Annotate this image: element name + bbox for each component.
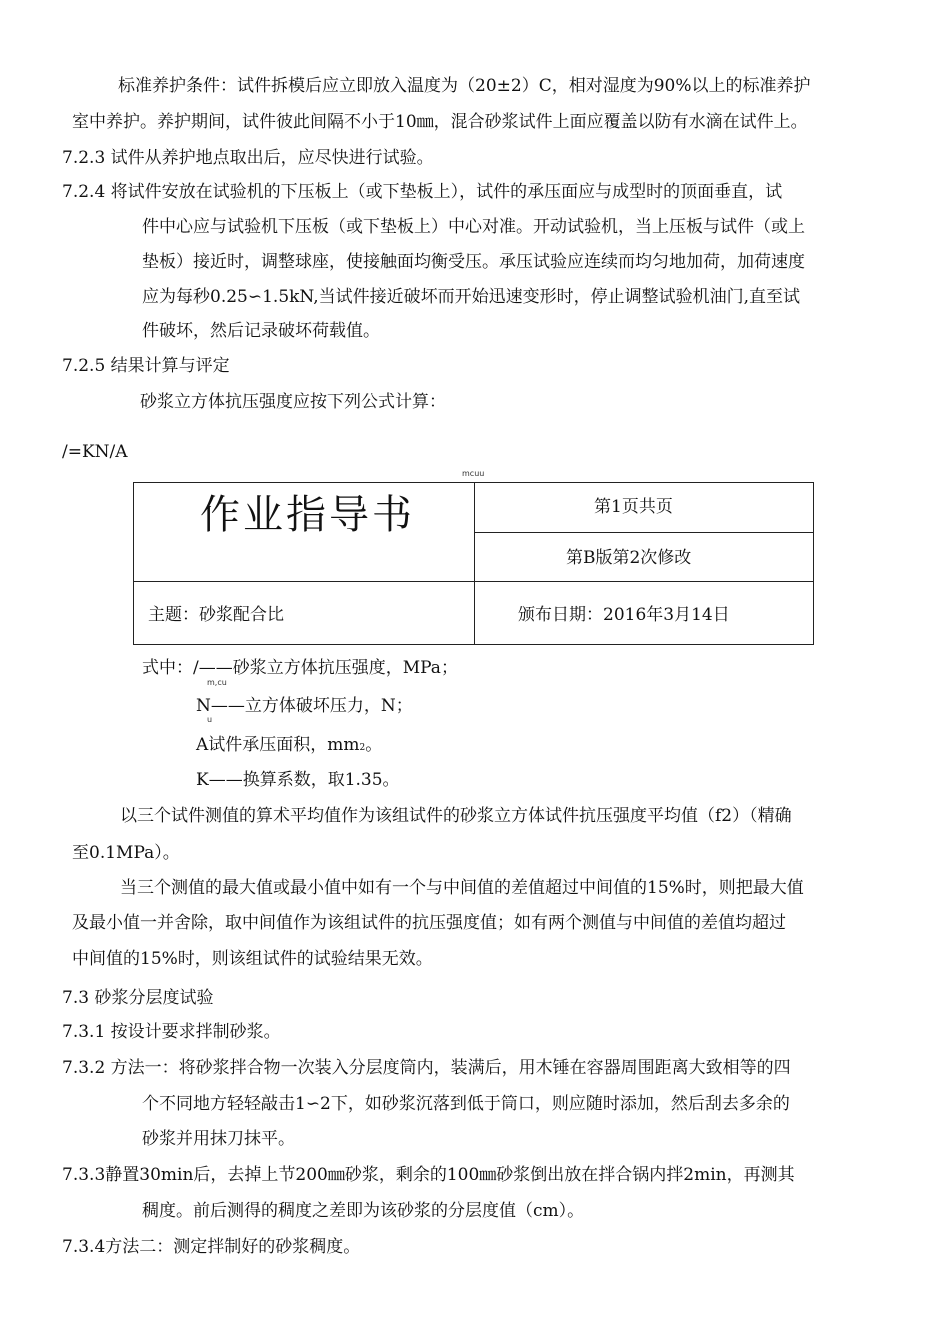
section-7-3-4: 7.3.4方法二：测定拌制好的砂浆稠度。 — [62, 1237, 361, 1257]
strength-formula: /=KN/A — [62, 442, 128, 462]
legend-a-line — [196, 737, 382, 754]
section-7-3-2-line-3: 砂浆并用抹刀抹平。 — [142, 1129, 295, 1149]
section-7-2-4-line-5: 件破坏，然后记录破坏荷载值。 — [142, 321, 380, 341]
table-divider-horizontal — [134, 581, 813, 582]
section-7-3-2-line-2: 个不同地方轻轻敲击1∽2下，如砂浆沉落到低于筒口，则应随时添加，然后刮去多余的 — [142, 1094, 790, 1114]
section-7-2-4-line-3: 垫板）接近时，调整球座，使接触面均衡受压。承压试验应连续而均匀地加荷，加荷速度 — [142, 252, 805, 272]
section-7-2-4-line-4: 应为每秒0.25∽1.5kN,当试件接近破坏而开始迅速变形时，停止调整试验机油门,直至试 — [142, 287, 801, 307]
average-para-line-2: 至0.1MPa）。 — [72, 843, 180, 863]
section-7-3-3-line-1: 7.3.3静置30min后，去掉上节200㎜砂浆，剩余的100㎜砂浆倒出放在拌合锅内拌2min，再测其 — [62, 1165, 795, 1185]
curing-condition-line-2: 室中养护。养护期间，试件彼此间隔不小于10㎜，混合砂浆试件上面应覆盖以防有水滴在试件上。 — [72, 112, 808, 132]
section-7-2-4-line-1: 7.2.4 将试件安放在试验机的下压板上（或下垫板上），试件的承压面应与成型时的顶面垂直，试 — [62, 182, 783, 202]
section-7-3-3-line-2: 稠度。前后测得的稠度之差即为该砂浆的分层度值（cm）。 — [142, 1201, 585, 1221]
formula-intro: 砂浆立方体抗压强度应按下列公式计算： — [140, 392, 446, 412]
section-7-2-4-line-2: 件中心应与试验机下压板（或下垫板上）中心对准。开动试验机，当上压板与试件（或上 — [142, 217, 805, 237]
table-divider-vertical — [474, 483, 475, 644]
rule-para-line-1: 当三个测值的最大值或最小值中如有一个与中间值的差值超过中间值的15%时，则把最大值 — [120, 878, 804, 898]
legend-a-sup: 2 — [359, 743, 366, 753]
curing-condition-line-1: 标准养护条件：试件拆模后应立即放入温度为（20±2）C，相对湿度为90%以上的标准养护 — [118, 76, 811, 96]
formula-subscript: mcuu — [462, 469, 485, 478]
legend-n-subscript: u — [207, 715, 213, 724]
document-header-table — [133, 482, 814, 645]
legend-n-line: N——立方体破坏压力，N； — [196, 696, 413, 716]
legend-f-line: 式中：/——砂浆立方体抗压强度，MPa； — [142, 658, 458, 678]
document-title: 作业指导书 — [200, 492, 415, 538]
legend-a-main: A试件承压面积，mm — [196, 735, 360, 755]
section-7-3-1: 7.3.1 按设计要求拌制砂浆。 — [62, 1022, 281, 1042]
legend-a-end: 。 — [365, 735, 383, 755]
legend-k-line: K——换算系数，取1.35。 — [196, 770, 400, 790]
page-count: 第1页共页 — [594, 497, 673, 517]
legend-f-subscript: m,cu — [207, 678, 227, 687]
section-7-2-5-heading: 7.2.5 结果计算与评定 — [62, 356, 230, 376]
section-7-3-heading: 7.3 砂浆分层度试验 — [62, 988, 214, 1008]
issue-date: 颁布日期：2016年3月14日 — [518, 605, 730, 625]
average-para-line-1: 以三个试件测值的算术平均值作为该组试件的砂浆立方体试件抗压强度平均值（f2）（精确 — [120, 806, 792, 826]
rule-para-line-3: 中间值的15%时，则该组试件的试验结果无效。 — [72, 949, 433, 969]
document-subject: 主题：砂浆配合比 — [148, 605, 284, 625]
table-divider-right-top — [474, 532, 813, 533]
section-7-3-2-line-1: 7.3.2 方法一：将砂浆拌合物一次装入分层度筒内，装满后，用木锤在容器周围距离大致相等的四 — [62, 1058, 791, 1078]
rule-para-line-2: 及最小值一并舍除，取中间值作为该组试件的抗压强度值；如有两个测值与中间值的差值均超过 — [72, 913, 786, 933]
section-7-2-3: 7.2.3 试件从养护地点取出后，应尽快进行试验。 — [62, 148, 434, 168]
revision-version: 第B版第2次修改 — [566, 548, 692, 568]
